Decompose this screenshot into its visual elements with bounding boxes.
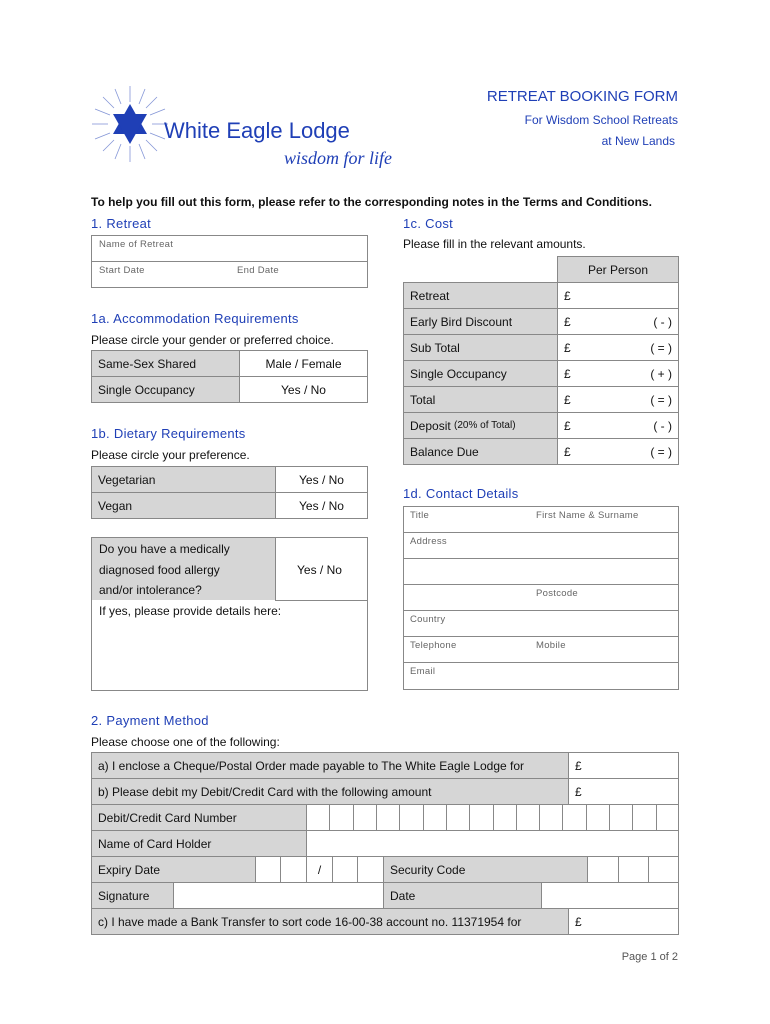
retreat-name-field[interactable]: Name of Retreat bbox=[99, 239, 174, 250]
cost-row-total-amount[interactable]: £ ( = ) bbox=[557, 386, 679, 413]
card-number-label: Debit/Credit Card Number bbox=[91, 804, 307, 831]
logo bbox=[90, 84, 410, 174]
expiry-date-label: Expiry Date bbox=[91, 856, 256, 883]
allergy-question-1: Do you have a medically bbox=[99, 542, 230, 556]
card-digit-divider bbox=[329, 804, 330, 831]
card-holder-input[interactable] bbox=[306, 830, 679, 857]
logo-tagline: wisdom for life bbox=[284, 148, 393, 168]
accommodation-instruction: Please circle your gender or preferred choice. bbox=[91, 333, 334, 347]
expiry-year-1[interactable] bbox=[332, 856, 358, 883]
single-occupancy-choice[interactable]: Yes / No bbox=[239, 376, 368, 403]
dietary-heading: 1b. Dietary Requirements bbox=[91, 426, 246, 441]
vegetarian-choice[interactable]: Yes / No bbox=[275, 466, 368, 493]
payment-option-a-amount[interactable]: £ bbox=[568, 752, 679, 779]
accommodation-heading: 1a. Accommodation Requirements bbox=[91, 311, 299, 326]
contact-country-field[interactable]: Country bbox=[410, 614, 446, 625]
card-digit-divider bbox=[469, 804, 470, 831]
date-label: Date bbox=[383, 882, 542, 909]
cost-row-total-label: Total bbox=[403, 386, 558, 413]
allergy-question-2: diagnosed food allergy bbox=[99, 563, 220, 577]
cost-row-retreat-amount[interactable]: £ bbox=[557, 282, 679, 309]
per-person-header: Per Person bbox=[557, 256, 679, 283]
contact-postcode-field[interactable]: Postcode bbox=[536, 588, 579, 599]
payment-heading: 2. Payment Method bbox=[91, 713, 209, 728]
cost-row-early-bird-label: Early Bird Discount bbox=[403, 308, 558, 335]
card-digit-divider bbox=[609, 804, 610, 831]
same-sex-shared-label: Same-Sex Shared bbox=[91, 350, 240, 377]
contact-address-field[interactable]: Address bbox=[410, 536, 447, 547]
page-number: Page 1 of 2 bbox=[621, 951, 678, 963]
card-digit-divider bbox=[562, 804, 563, 831]
security-code-label: Security Code bbox=[383, 856, 588, 883]
card-digit-divider bbox=[446, 804, 447, 831]
vegan-label: Vegan bbox=[91, 492, 276, 519]
logo-name: White Eagle Lodge bbox=[164, 118, 350, 143]
contact-title-field[interactable]: Title bbox=[410, 510, 430, 521]
contact-heading: 1d. Contact Details bbox=[403, 486, 519, 501]
security-code-1[interactable] bbox=[587, 856, 619, 883]
contact-name-field[interactable]: First Name & Surname bbox=[536, 510, 639, 521]
date-input[interactable] bbox=[541, 882, 679, 909]
cost-row-balance-amount[interactable]: £ ( = ) bbox=[557, 438, 679, 465]
card-digit-divider bbox=[586, 804, 587, 831]
signature-label: Signature bbox=[91, 882, 174, 909]
cost-row-subtotal-amount[interactable]: £ ( = ) bbox=[557, 334, 679, 361]
cost-row-deposit-label: Deposit (20% of Total) bbox=[403, 412, 558, 439]
end-date-field[interactable]: End Date bbox=[237, 265, 280, 276]
security-code-2[interactable] bbox=[618, 856, 649, 883]
card-digit-divider bbox=[376, 804, 377, 831]
security-code-3[interactable] bbox=[648, 856, 679, 883]
signature-input[interactable] bbox=[173, 882, 384, 909]
cost-instruction: Please fill in the relevant amounts. bbox=[403, 237, 586, 251]
cost-row-subtotal-label: Sub Total bbox=[403, 334, 558, 361]
dietary-instruction: Please circle your preference. bbox=[91, 448, 250, 462]
cost-row-balance-label: Balance Due bbox=[403, 438, 558, 465]
card-digit-divider bbox=[399, 804, 400, 831]
allergy-question-3: and/or intolerance? bbox=[99, 583, 202, 597]
single-occupancy-label: Single Occupancy bbox=[91, 376, 240, 403]
expiry-separator: / bbox=[306, 856, 333, 883]
intro-text: To help you fill out this form, please refer to the corresponding notes in the Terms and Conditions. bbox=[91, 195, 652, 209]
payment-instruction: Please choose one of the following: bbox=[91, 735, 280, 749]
payment-option-a[interactable]: a) I enclose a Cheque/Postal Order made payable to The White Eagle Lodge for bbox=[91, 752, 569, 779]
card-digit-divider bbox=[516, 804, 517, 831]
card-digit-divider bbox=[423, 804, 424, 831]
star-of-david-icon bbox=[90, 84, 170, 164]
allergy-choice[interactable]: Yes / No bbox=[297, 563, 342, 577]
start-date-field[interactable]: Start Date bbox=[99, 265, 145, 276]
cost-row-retreat-label: Retreat bbox=[403, 282, 558, 309]
card-digit-divider bbox=[353, 804, 354, 831]
retreat-heading: 1. Retreat bbox=[91, 216, 152, 231]
contact-telephone-field[interactable]: Telephone bbox=[410, 640, 457, 651]
expiry-month-1[interactable] bbox=[255, 856, 281, 883]
payment-option-b-amount[interactable]: £ bbox=[568, 778, 679, 805]
form-title: RETREAT BOOKING FORM bbox=[486, 88, 678, 105]
card-digit-divider bbox=[632, 804, 633, 831]
allergy-details-label: If yes, please provide details here: bbox=[99, 604, 282, 618]
contact-email-field[interactable]: Email bbox=[410, 666, 436, 677]
payment-option-c-amount[interactable]: £ bbox=[568, 908, 679, 935]
cost-heading: 1c. Cost bbox=[403, 216, 454, 231]
card-digit-divider bbox=[539, 804, 540, 831]
form-subtitle-2: at New Lands bbox=[601, 134, 675, 148]
vegetarian-label: Vegetarian bbox=[91, 466, 276, 493]
cost-row-early-bird-amount[interactable]: £ ( - ) bbox=[557, 308, 679, 335]
cost-row-single-occupancy-amount[interactable]: £ ( + ) bbox=[557, 360, 679, 387]
expiry-year-2[interactable] bbox=[357, 856, 384, 883]
same-sex-shared-choice[interactable]: Male / Female bbox=[239, 350, 368, 377]
allergy-details-input[interactable] bbox=[92, 622, 367, 690]
payment-option-c[interactable]: c) I have made a Bank Transfer to sort code 16-00-38 account no. 11371954 for bbox=[91, 908, 569, 935]
card-digit-divider bbox=[656, 804, 657, 831]
cost-row-deposit-amount[interactable]: £ ( - ) bbox=[557, 412, 679, 439]
payment-option-b[interactable]: b) Please debit my Debit/Credit Card with the following amount bbox=[91, 778, 569, 805]
contact-mobile-field[interactable]: Mobile bbox=[536, 640, 566, 651]
card-digit-divider bbox=[493, 804, 494, 831]
form-subtitle-1: For Wisdom School Retreats bbox=[524, 113, 678, 127]
card-holder-label: Name of Card Holder bbox=[91, 830, 307, 857]
vegan-choice[interactable]: Yes / No bbox=[275, 492, 368, 519]
expiry-month-2[interactable] bbox=[280, 856, 307, 883]
cost-row-single-occupancy-label: Single Occupancy bbox=[403, 360, 558, 387]
